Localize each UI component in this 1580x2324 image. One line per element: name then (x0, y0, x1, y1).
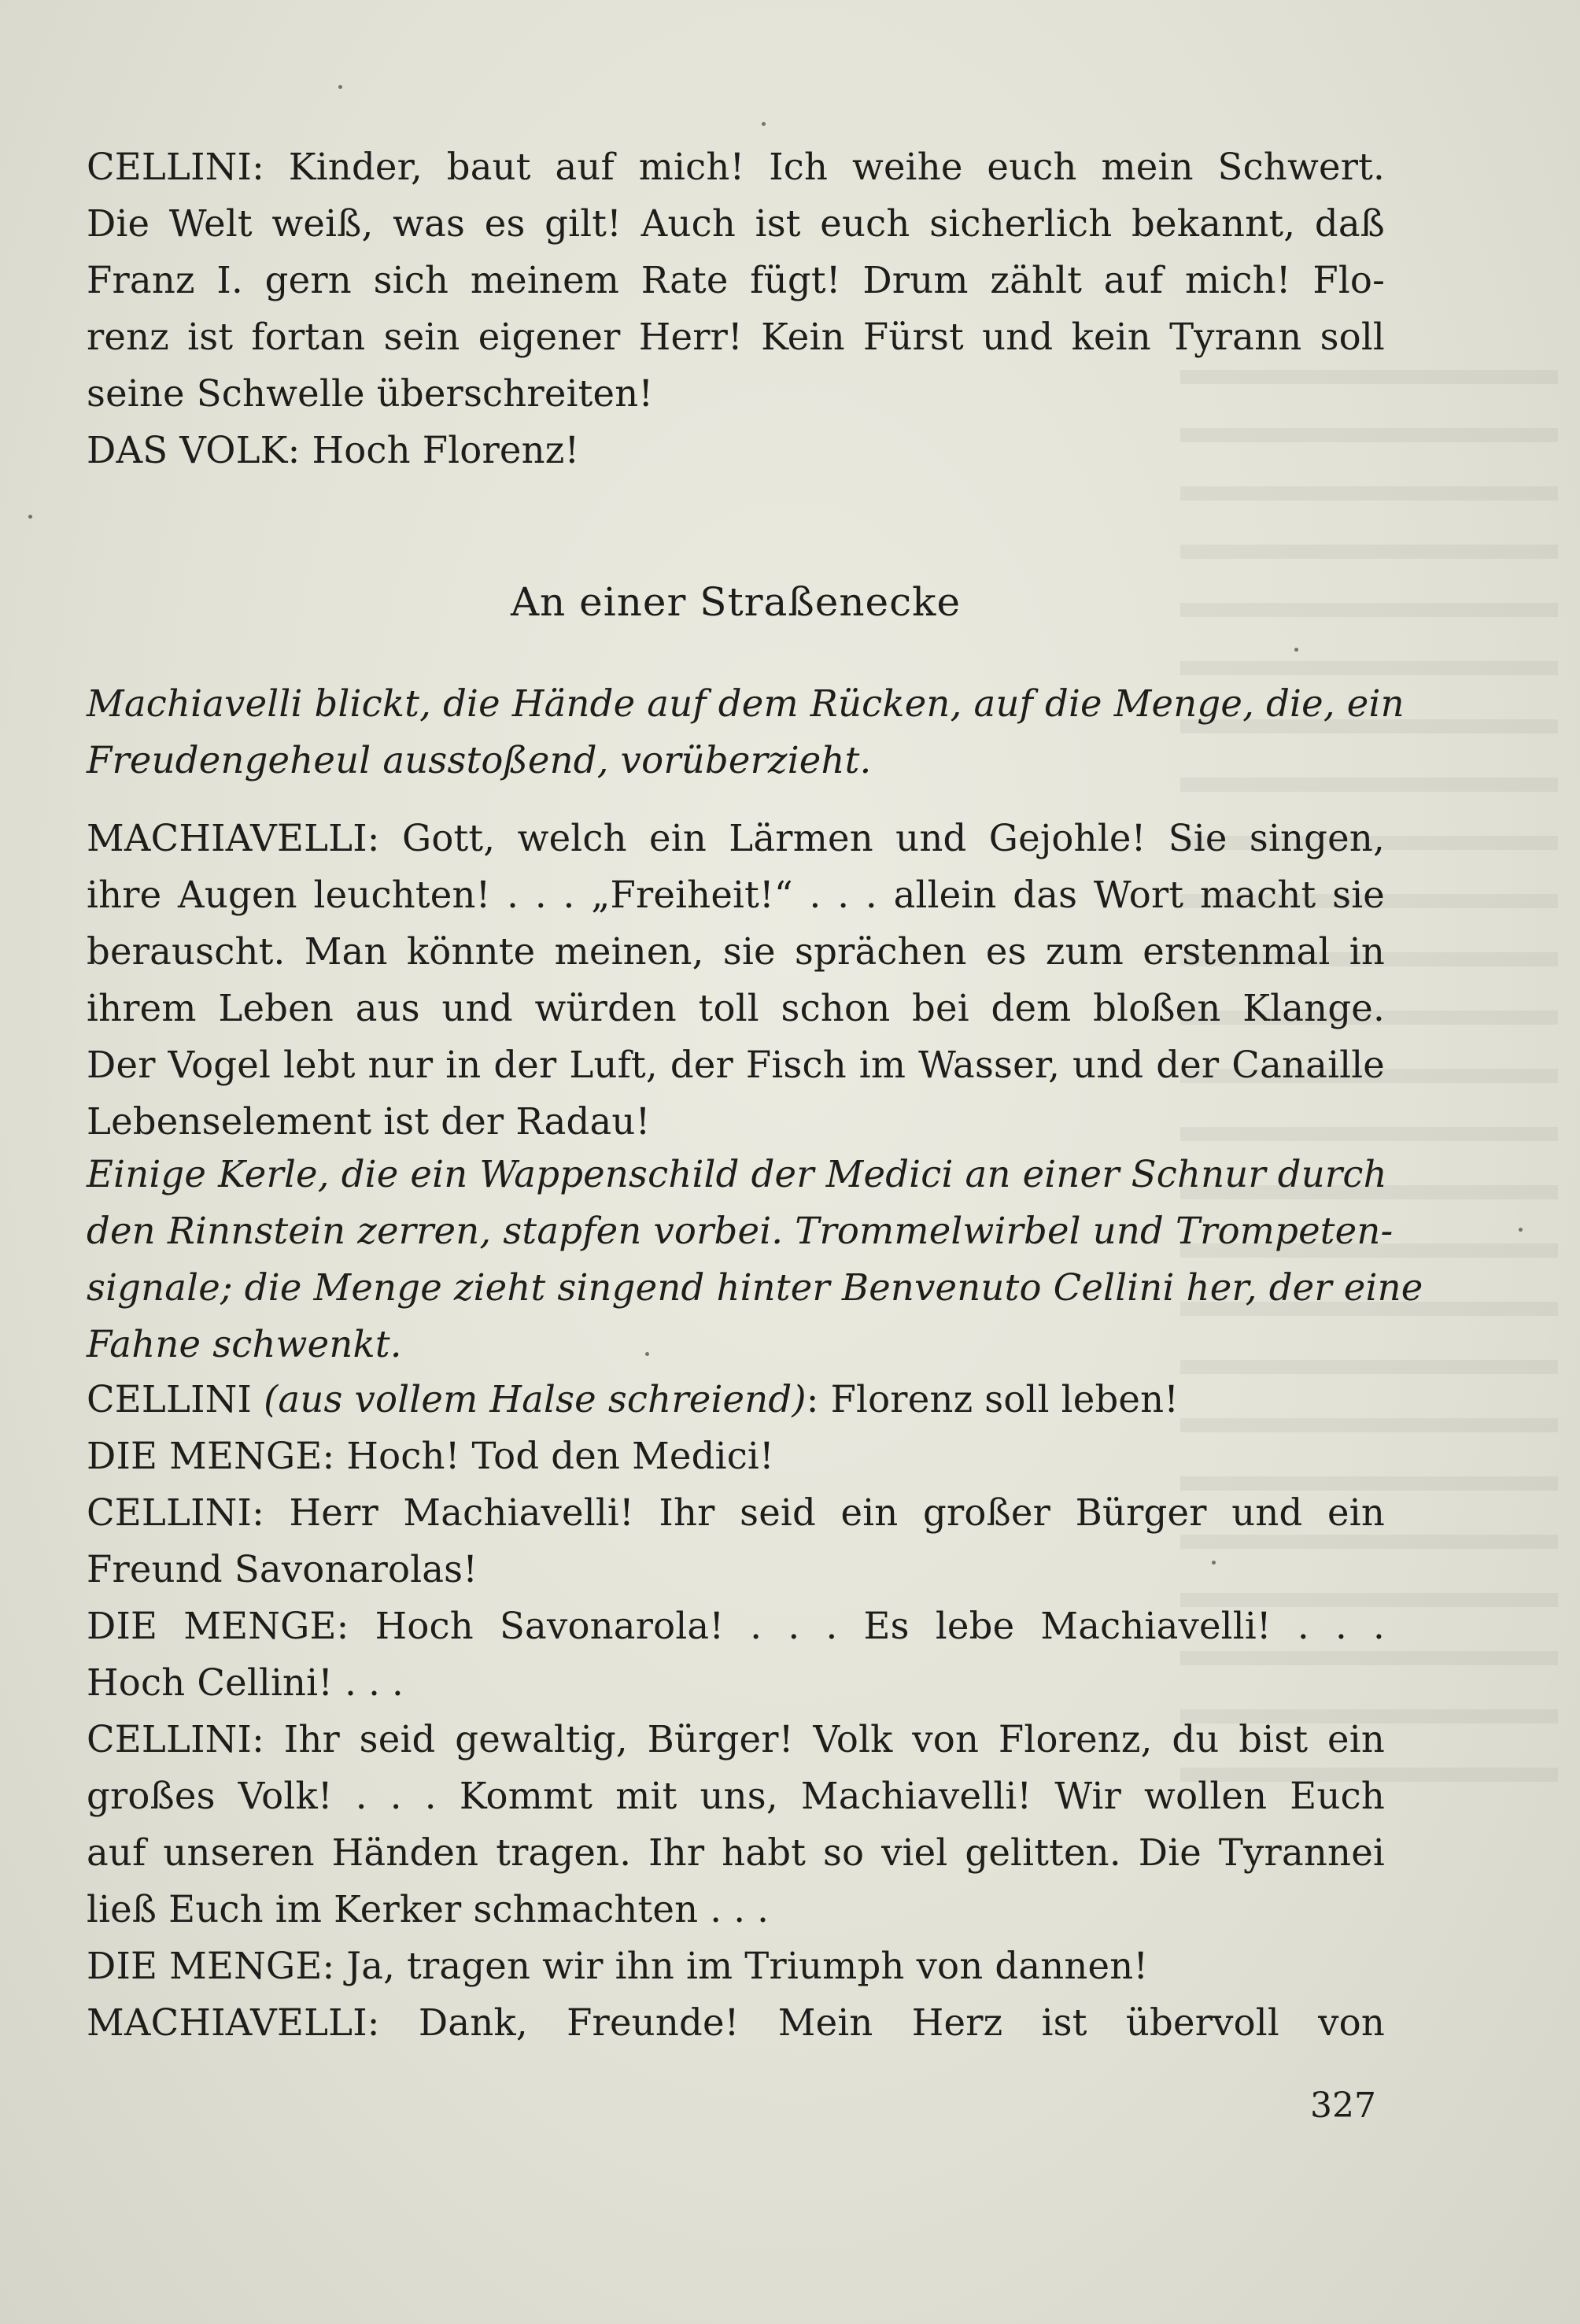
text-line: Lebenselement ist der Radau! (87, 1100, 651, 1143)
text-line: MACHIAVELLI: Gott, welch ein Lärmen und Gejohle! Sie singen, (87, 817, 1385, 859)
text-line: Freudengeheul ausstoßend, vorüberzieht. (87, 739, 872, 781)
dust-speck (28, 515, 32, 519)
text-line: ließ Euch im Kerker schmachten . . . (87, 1888, 770, 1931)
text-line: Einige Kerle, die ein Wappenschild der Medici an einer Schnur durch (87, 1153, 1387, 1195)
stage-direction-1 (87, 675, 1405, 789)
inline-stage-direction: (aus vollem Halse schreiend) (264, 1378, 807, 1421)
dialogue-block-3 (87, 1371, 1385, 2051)
text-line: CELLINI: Ihr seid gewaltig, Bürger! Volk von Florenz, du bist ein (87, 1718, 1385, 1761)
text-line: ihre Augen leuchten! . . . „Freiheit!“ . . . allein das Wort macht sie (87, 874, 1385, 916)
text-line: Hoch Cellini! . . . (87, 1661, 404, 1704)
dust-speck (338, 85, 342, 89)
text-line: Fahne schwenkt. (87, 1323, 402, 1365)
text-line: Die Welt weiß, was es gilt! Auch ist euch sicherlich bekannt, daß (87, 202, 1385, 245)
text-line: DIE MENGE: Ja, tragen wir ihn im Triumph von dannen! (87, 1945, 1149, 1987)
dust-speck (1519, 1228, 1523, 1232)
text-line: berauscht. Man könnte meinen, sie sprächen es zum erstenmal in (87, 930, 1385, 973)
dialogue-block-2 (87, 810, 1385, 1150)
cellini-line (87, 1371, 1385, 1428)
text-line: auf unseren Händen tragen. Ihr habt so viel gelitten. Die Tyrannei (87, 1831, 1385, 1874)
dust-speck (762, 122, 766, 126)
text-line: CELLINI: Kinder, baut auf mich! Ich weihe euch mein Schwert. (87, 146, 1385, 188)
text-line: MACHIAVELLI: Dank, Freunde! Mein Herz ist übervoll von (87, 2001, 1385, 2044)
dust-speck (645, 1352, 649, 1356)
page-number: 327 (1310, 2086, 1376, 2126)
text-line: DIE MENGE: Hoch! Tod den Medici! (87, 1435, 774, 1477)
dust-speck (1212, 1561, 1216, 1565)
stage-direction-2 (87, 1146, 1423, 1373)
text-line: renz ist fortan sein eigener Herr! Kein Fürst und kein Tyrann soll (87, 316, 1385, 358)
text-line: DIE MENGE: Hoch Savonarola! . . . Es lebe Machiavelli! . . . (87, 1605, 1385, 1647)
text-line: großes Volk! . . . Kommt mit uns, Machiavelli! Wir wollen Euch (87, 1775, 1385, 1817)
scene-heading: An einer Straßenecke (510, 579, 962, 625)
text-line: Franz I. gern sich meinem Rate fügt! Drum zählt auf mich! Flo- (87, 259, 1385, 301)
text-line: signale; die Menge zieht singend hinter Benvenuto Cellini her, der eine (87, 1266, 1423, 1309)
text-line: DAS VOLK: Hoch Florenz! (87, 429, 580, 471)
text-line: Freund Savonarolas! (87, 1548, 478, 1591)
text-line: seine Schwelle überschreiten! (87, 372, 654, 415)
speaker-name: CELLINI (87, 1378, 253, 1421)
speech-text: : Florenz soll leben! (806, 1378, 1179, 1421)
dust-speck (1294, 648, 1298, 652)
text-line: ihrem Leben aus und würden toll schon bei dem bloßen Klange. (87, 987, 1385, 1029)
text-line: Machiavelli blickt, die Hände auf dem Rücken, auf die Menge, die, ein (87, 682, 1405, 725)
text-line: CELLINI: Herr Machiavelli! Ihr seid ein großer Bürger und ein (87, 1491, 1385, 1534)
text-line: Der Vogel lebt nur in der Luft, der Fisch im Wasser, und der Canaille (87, 1044, 1385, 1086)
text-line: den Rinnstein zerren, stapfen vorbei. Trommelwirbel und Trompeten- (87, 1210, 1394, 1252)
dialogue-block-1 (87, 139, 1385, 478)
